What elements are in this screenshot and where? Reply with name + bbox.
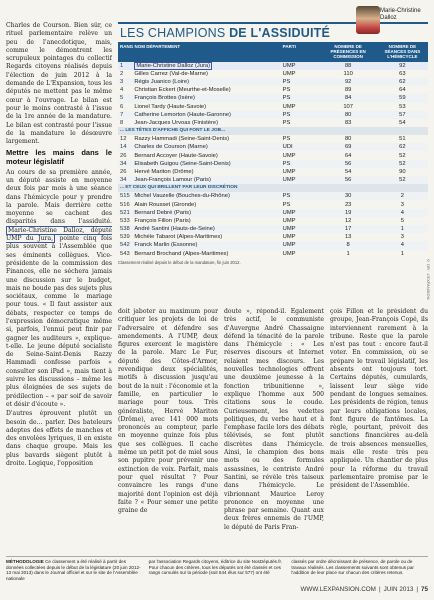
row-rank: 26 bbox=[120, 168, 127, 175]
row-sessions: 63 bbox=[399, 70, 406, 77]
table-row bbox=[118, 192, 428, 200]
row-deputy-name: Franck Marlin (Essonne) bbox=[132, 241, 280, 249]
footer-site: WWW.LEXPANSION.COM bbox=[300, 586, 376, 593]
row-sessions: 52 bbox=[377, 176, 428, 184]
table-row bbox=[118, 200, 428, 208]
row-party: UMP bbox=[282, 103, 296, 110]
row-party: UMP bbox=[282, 250, 296, 257]
methodology-part-2: par l'association Regards citoyens, éditrice du site NosDéputés.fr. Pour chacun des critères, tous les députés ont été classés et ces rangs cumulés sur la période (soit 544 élus sur 577) ont été bbox=[148, 559, 283, 576]
row-party: PS bbox=[281, 94, 320, 102]
row-deputy-name: Elisabeth Guigou (Seine-Saint-Denis) bbox=[132, 160, 280, 168]
row-presences: 80 bbox=[344, 136, 352, 143]
row-rank: 12 bbox=[120, 136, 127, 143]
row-deputy-name: Alain Rousset (Gironde) bbox=[134, 201, 197, 208]
row-presences: 64 bbox=[344, 152, 352, 159]
row-deputy-name: Bernard Brochand (Alpes-Maritimes) bbox=[134, 250, 229, 257]
table-row bbox=[118, 94, 428, 102]
row-party: UMP bbox=[282, 152, 296, 159]
table-row bbox=[118, 225, 428, 233]
row-deputy-name bbox=[132, 62, 280, 70]
table-footnote: Classement réalisé depuis le début de la mandature, fin juin 2012. bbox=[118, 259, 241, 265]
row-party: UMP bbox=[281, 62, 320, 70]
table-row bbox=[118, 160, 428, 168]
portrait-caption: Marie-Christine Dalloz bbox=[380, 8, 421, 21]
row-presences: 56 bbox=[320, 176, 377, 184]
table-row bbox=[118, 78, 428, 86]
row-party: UMP bbox=[282, 70, 296, 77]
row-rank: 516 bbox=[120, 201, 130, 208]
row-deputy-name: André Santini (Hauts-de-Seine) bbox=[132, 225, 280, 233]
table-column-headers bbox=[118, 42, 428, 62]
page-footer bbox=[300, 586, 428, 593]
table-row bbox=[118, 250, 428, 258]
table-row bbox=[118, 143, 428, 151]
methodology-box bbox=[6, 556, 428, 580]
col-header-name: RANG NOM DÉPARTEMENT bbox=[118, 42, 281, 62]
row-sessions: 62 bbox=[377, 78, 428, 86]
row-party: PS bbox=[282, 87, 291, 94]
table-row bbox=[118, 70, 428, 78]
table-header-band bbox=[118, 8, 428, 42]
page-number: 75 bbox=[420, 586, 428, 593]
portrait-photo bbox=[356, 6, 380, 34]
row-presences: 56 bbox=[320, 160, 377, 168]
row-rank: 2 bbox=[120, 70, 124, 77]
table-row bbox=[118, 103, 428, 111]
row-deputy-name: Gilles Carrez (Val-de-Marne) bbox=[134, 70, 208, 77]
ranking-table-block bbox=[118, 8, 428, 300]
row-rank: 6 bbox=[120, 103, 124, 110]
row-sessions: 1 bbox=[400, 250, 405, 257]
article-column-3: doute », répond-il. Egalement très actif, le communiste d'Auvergne André Chassaigne défend la ténacité de la parole dans l'hémicycle : « Les réserves discours et Internet relaient mes discours. Les nouvelles technologies offrent une deuxième jeunesse à la fonction tribunitienne », explique l'homme aux 500 citations sous le coude. Curieusement, les vedettes politiques, du verbe haut et à l'emphase facile lors des débats télévisés, se font plutôt discrètes dans l'hémicycle. Ainsi, le champion des bons mots ou des formules assassines, le centriste André Santini, se révèle très taiseux dans l'hémicycle. Le vibrionnant Maurice Leroy prononce en moyenne une phrase par semaine. Quant aux deux frères ennemis de l'UMP, le député de Paris Fran- bbox=[224, 308, 324, 531]
highlighted-deputy-name: Marie-Christine Dalloz (Jura) bbox=[136, 62, 211, 69]
article-column-4: çois Fillon et le président du groupe, Jean-François Copé, ils interviennent rarement à la tribune. Reste que la parole n'est pas tout : encore faut-il voter. En commission, où se prépare le travail législatif, les absents ont toujours tort. Certains députés, cumulards, laissent leur siège vide pendant de longues semaines. Les présidents de région, tenus par leurs obligations locales, font figure de fantômes. La règle, pourtant, prévoit des sanctions financières au-delà de trois absences mensuelles, mais elle reste très peu appliquée. Un chantier de plus pour la réforme du travail parlementaire promise par le président de l'Assemblée. bbox=[330, 308, 428, 490]
row-rank: 538 bbox=[118, 225, 132, 233]
row-party: UMP bbox=[282, 234, 296, 241]
row-rank: 542 bbox=[118, 241, 132, 249]
table-row bbox=[118, 111, 428, 119]
row-party: UMP bbox=[282, 217, 296, 224]
row-sessions: 3 bbox=[400, 201, 405, 208]
table-section-heading bbox=[118, 184, 428, 192]
row-party: PS bbox=[281, 111, 320, 119]
footer-divider: | bbox=[378, 586, 381, 593]
row-rank: 14 bbox=[118, 143, 132, 151]
row-rank: 521 bbox=[118, 209, 132, 217]
methodology-part-1 bbox=[6, 559, 143, 580]
row-party: PS bbox=[282, 136, 291, 143]
row-presences: 69 bbox=[320, 143, 377, 151]
row-deputy-name: Michel Vauzelle (Bouches-du-Rhône) bbox=[132, 192, 280, 200]
table-row bbox=[118, 86, 428, 94]
row-presences: 23 bbox=[344, 201, 352, 208]
row-rank: 515 bbox=[118, 192, 132, 200]
row-deputy-name: Charles de Courson (Marne) bbox=[132, 143, 280, 151]
methodology-part-3: classés par ordre décroissant de présence, de parole ou de travaux réalisés. Les classements suivants sont obtenus par l'addition de leur place sur chacun des critères retenus. bbox=[291, 559, 414, 576]
row-party: UDI bbox=[281, 143, 320, 151]
row-sessions: 57 bbox=[377, 111, 428, 119]
row-sessions: 52 bbox=[377, 160, 428, 168]
row-deputy-name: Michèle Tabarot (Alpes-Maritimes) bbox=[134, 234, 223, 241]
row-party: PS bbox=[281, 192, 320, 200]
table-row bbox=[118, 176, 428, 184]
footer-divider: | bbox=[416, 586, 418, 593]
row-sessions: 2 bbox=[377, 192, 428, 200]
row-sessions: 54 bbox=[399, 120, 406, 127]
table-body bbox=[118, 62, 428, 258]
row-deputy-name: Jean-François Lamour (Paris) bbox=[132, 176, 280, 184]
row-presences: 110 bbox=[343, 70, 353, 77]
row-deputy-name: François Fillon (Paris) bbox=[134, 217, 191, 224]
row-presences: 19 bbox=[320, 209, 377, 217]
body-paragraph-2b: pointe cinq fois plus souvent à l'Assemblée que ses éminents collègues. Vice-présidente de la commission des Finances, elle ne séchera jamais une discussion sur le budget, mais ne boude pas des sujets plus sociétaux, comme le mariage pour tous. « Il faut assister aux débats, respecter ce temps de l'expression démocratique même si, parfois, l'ennui peut finir par gagner les auditeurs », explique-t-elle. Le jeune député socialiste de Seine-Saint-Denis Razzy Hammadi confesse parfois « consulter son iPad », mais tient à suivre les discussions – même les plus éloignées de ses sujets de prédilection – « par soif de savoir et désir d'écoute ». bbox=[6, 235, 112, 408]
row-sessions: 59 bbox=[377, 94, 428, 102]
row-presences: 83 bbox=[344, 120, 352, 127]
row-presences: 88 bbox=[320, 62, 377, 70]
ranking-table bbox=[118, 42, 428, 258]
row-presences: 17 bbox=[320, 225, 377, 233]
row-party: UMP bbox=[281, 225, 320, 233]
row-deputy-name: Hervé Mariton (Drôme) bbox=[134, 168, 194, 175]
row-sessions: 3 bbox=[400, 234, 405, 241]
row-presences: 54 bbox=[344, 168, 352, 175]
row-deputy-name: Bernard Accoyer (Haute-Savoie) bbox=[134, 152, 218, 159]
row-sessions: 92 bbox=[377, 62, 428, 70]
table-row bbox=[118, 241, 428, 249]
table-row bbox=[118, 217, 428, 225]
body-paragraph-2 bbox=[6, 169, 112, 410]
row-party: UMP bbox=[281, 176, 320, 184]
body-paragraph-2a: Au cours de sa première année, un député assiste en moyenne deux fois par mois à une séance dans l'hémicycle pour y prendre la parole. Mais derrière cette moyenne se cachent des disparités dans l'assiduité. bbox=[6, 168, 112, 226]
row-presences: 80 bbox=[320, 111, 377, 119]
table-section-heading bbox=[118, 127, 428, 135]
table-row bbox=[118, 119, 428, 127]
section-subheading: Mettre les mains dans le moteur législatif bbox=[6, 148, 112, 167]
row-rank: 4 bbox=[120, 87, 124, 94]
left-article-column bbox=[6, 22, 112, 552]
row-sessions: 53 bbox=[399, 103, 406, 110]
footer-date: JUIN 2013 bbox=[383, 586, 414, 593]
row-presences: 84 bbox=[320, 94, 377, 102]
table-title-bold: DE L'ASSIDUITÉ bbox=[229, 26, 330, 40]
row-deputy-name: Régis Juanico (Loire) bbox=[132, 78, 280, 86]
row-deputy-name: Christian Eckert (Meurthe-et-Moselle) bbox=[134, 87, 231, 94]
row-presences: 92 bbox=[320, 78, 377, 86]
row-rank: 26 bbox=[120, 152, 127, 159]
row-deputy-name: Catherine Lemorton (Haute-Garonne) bbox=[132, 111, 280, 119]
section-heading-text: ... ET CEUX QUI BRILLENT PAR LEUR DISCRÉTION bbox=[118, 184, 428, 192]
body-paragraph-3: D'autres éprouvent plutôt un besoin de... parler. Des bateleurs adeptes des effets de manches et des envolées lyriques, il en existe dans chaque groupe. Mais les plus bavards siègent plutôt à droite. Logique, l'opposition bbox=[6, 410, 112, 468]
row-sessions: 62 bbox=[377, 143, 428, 151]
table-row bbox=[118, 151, 428, 159]
row-rank: 539 bbox=[120, 234, 130, 241]
row-party: UMP bbox=[282, 168, 296, 175]
row-sessions: 64 bbox=[399, 87, 406, 94]
side-credit: © DR · L'EXPANSION bbox=[426, 258, 431, 300]
row-presences: 13 bbox=[344, 234, 352, 241]
row-rank: 34 bbox=[118, 176, 132, 184]
row-party: PS bbox=[281, 78, 320, 86]
row-presences: 12 bbox=[344, 217, 352, 224]
row-rank: 34 bbox=[118, 160, 132, 168]
row-sessions: 1 bbox=[377, 225, 428, 233]
table-row bbox=[118, 62, 428, 70]
row-rank: 5 bbox=[118, 94, 132, 102]
row-deputy-name: Bernard Debré (Paris) bbox=[132, 209, 280, 217]
row-party: UMP bbox=[281, 241, 320, 249]
row-presences: 30 bbox=[320, 192, 377, 200]
row-sessions: 5 bbox=[400, 217, 405, 224]
row-party: PS bbox=[282, 201, 291, 208]
row-party: PS bbox=[281, 160, 320, 168]
table-row bbox=[118, 233, 428, 241]
article-column-2: doit jaboter au maximum pour critiquer les projets de loi de l'adversaire et défendre ses amendements. A l'UMP, deux figures exercent le magistère de la parole. Marc Le Fur, député des Côtes-d'Armor, revendique deux spécialités, motifs à discussion jusqu'au bout de la nuit : l'économie et la famille, en particulier le mariage pour tous. Très généraliste, Hervé Mariton (Drôme), avec 141 000 mots prononcés au compteur, parle en moyenne quinze fois plus que ses collègues. Il cache même un petit pot de miel sous son pupitre pour prévenir une extinction de voix. Parfait, mais pour quel résultat ? Pour convaincre les rangs d'une majorité dont l'opinion est déjà faite ? « Pour semer une petite graine de bbox=[118, 308, 218, 515]
row-deputy-name: Lionel Tardy (Haute-Savoie) bbox=[134, 103, 207, 110]
col-header-party: PARTI bbox=[281, 42, 320, 62]
row-deputy-name: Razzy Hammadi (Seine-Saint-Denis) bbox=[134, 136, 230, 143]
table-title bbox=[120, 26, 330, 40]
col-header-presences: NOMBRE DE PRÉSENCES EN COMMISSION bbox=[320, 42, 377, 62]
table-row bbox=[118, 135, 428, 143]
row-party: UMP bbox=[281, 209, 320, 217]
row-sessions: 4 bbox=[377, 241, 428, 249]
col-header-sessions: NOMBRE DE SÉANCES DANS L'HÉMICYCLE bbox=[377, 42, 428, 62]
row-rank: 3 bbox=[118, 78, 132, 86]
intro-paragraph: Charles de Courson. Bien sûr, ce rituel parlementaire relève un peu de l'anecdotique, mais, comme le démontrent les scrupuleux pointages du collectif Regards citoyens réalisés depuis l'élection de juin 2012 à la demande de L'Expansion, tous les députés ne mettent pas le même cœur à l'ouvrage. Le bilan est pour le moins contrasté à l'issue de la 1re année de la mandature. Le bilan est contrasté pour l'issue de la mandature le désœuvre largement. bbox=[6, 22, 112, 146]
table-title-prefix: LES CHAMPIONS bbox=[120, 26, 230, 40]
row-presences: 1 bbox=[346, 250, 350, 257]
row-deputy-name: Jean-Jacques Urvoas (Finistère) bbox=[134, 120, 219, 127]
methodology-text-1: Ce classement a été réalisé à partir des données collectées depuis le début de la législature (20 juin 2012-13 mai 2013) dans le Journal officiel et sur le site de l'Assemblée nationale bbox=[6, 559, 141, 581]
row-sessions: 52 bbox=[399, 152, 406, 159]
methodology-label: MÉTHODOLOGIE bbox=[6, 559, 44, 564]
row-rank: 8 bbox=[120, 120, 124, 127]
row-presences: 89 bbox=[344, 87, 352, 94]
row-presences: 107 bbox=[343, 103, 353, 110]
table-row bbox=[118, 209, 428, 217]
row-rank: 7 bbox=[118, 111, 132, 119]
highlighted-name: Marie-Christine Dalloz, député UMP du Jura, bbox=[6, 226, 112, 243]
table-row bbox=[118, 168, 428, 176]
row-deputy-name: François Brottes (Isère) bbox=[132, 94, 280, 102]
row-sessions: 90 bbox=[399, 168, 406, 175]
row-rank: 543 bbox=[120, 250, 130, 257]
row-party: PS bbox=[282, 120, 291, 127]
row-rank: 533 bbox=[120, 217, 130, 224]
row-sessions: 4 bbox=[377, 209, 428, 217]
row-presences: 8 bbox=[320, 241, 377, 249]
row-sessions: 51 bbox=[399, 136, 406, 143]
section-heading-text: ... LES TÊTES D'AFFICHE QUI FONT LE JOB... bbox=[118, 127, 428, 135]
row-rank: 1 bbox=[118, 62, 132, 70]
